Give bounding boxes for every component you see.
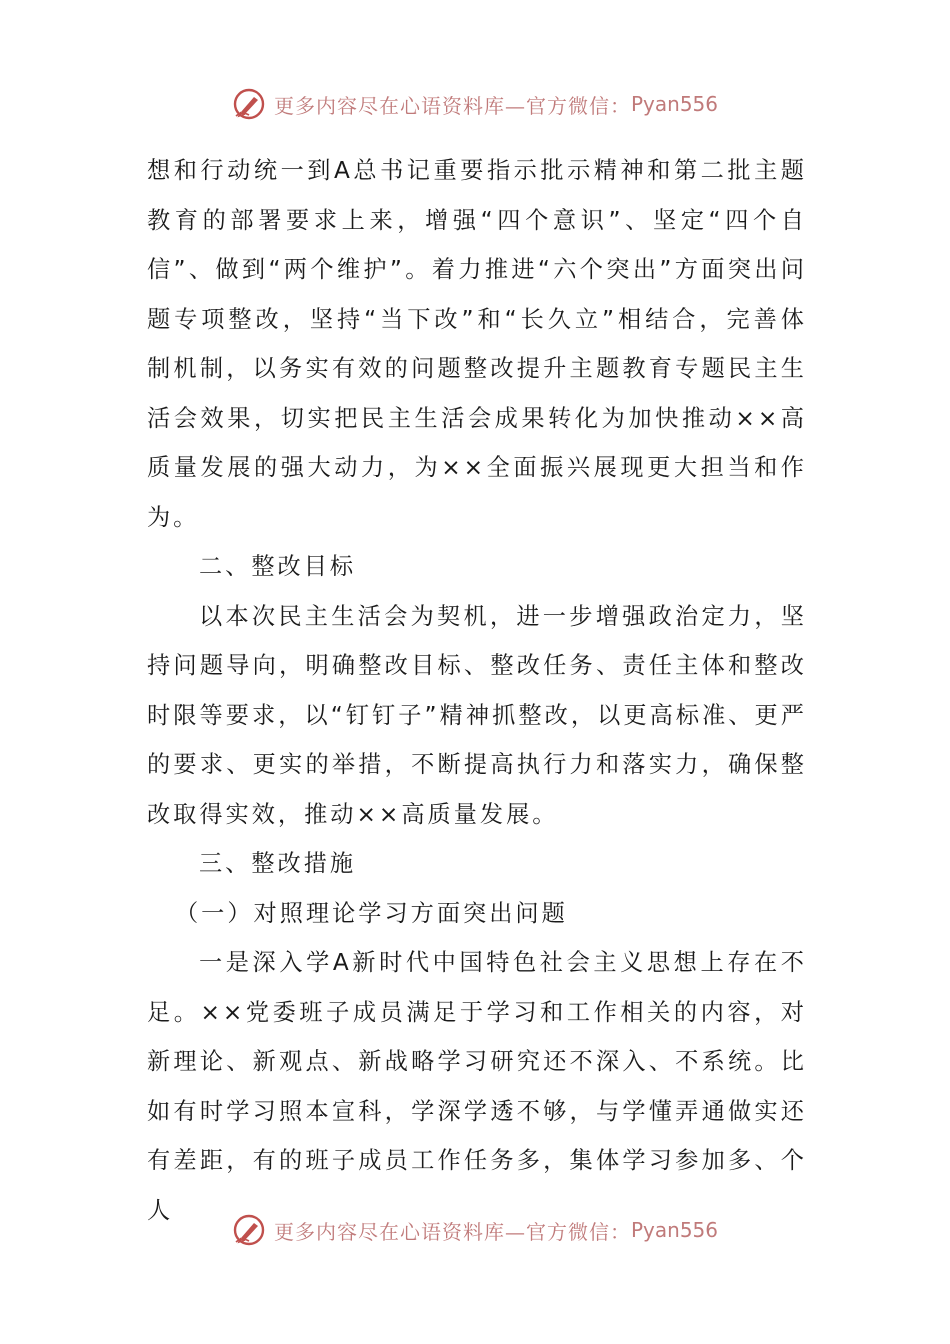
document-body — [147, 146, 807, 1235]
pen-logo-icon — [232, 87, 266, 121]
pen-logo-icon — [232, 1213, 266, 1247]
watermark-text: 更多内容尽在心语资料库—官方微信： — [273, 93, 631, 118]
section-heading-measures: 三、整改措施 — [199, 850, 357, 877]
subsection-heading-theory-study: （一）对照理论学习方面突出问题 — [175, 899, 568, 927]
watermark-banner-top — [0, 82, 950, 126]
watermark-wechat-id: Pyan556 — [630, 1218, 718, 1242]
paragraph-continuation: 想和行动统一到A总书记重要指示批示精神和第二批主题教育的部署要求上来，增强“四个意识”、坚定“四个自信”、做到“两个维护”。着力推进“六个突出”方面突出问题专项整改，坚持“当下改”和“长久立”相结合，完善体制机制，以务实有效的问题整改提升主题教育专题民主生活会效果，切实把民主生活会成果转化为加快推动××高质量发展的强大动力，为××全面振兴展现更大担当和作为。 — [147, 157, 807, 531]
section-heading-goals: 二、整改目标 — [199, 553, 357, 580]
paragraph-goals: 以本次民主生活会为契机，进一步增强政治定力，坚持问题导向，明确整改目标、整改任务、责任主体和整改时限等要求，以“钉钉子”精神抓整改，以更高标准、更严的要求、更实的举措，不断提高执行力和落实力，确保整改取得实效，推动××高质量发展。 — [147, 602, 807, 828]
watermark-wechat-id: Pyan556 — [630, 92, 718, 116]
watermark-text: 更多内容尽在心语资料库—官方微信： — [273, 1219, 631, 1244]
paragraph-theory-study: 一是深入学A新时代中国特色社会主义思想上存在不足。××党委班子成员满足于学习和工作相关的内容，对新理论、新观点、新战略学习研究还不深入、不系统。比如有时学习照本宣科，学深学透不够，与学懂弄通做实还有差距，有的班子成员工作任务多，集体学习参加多、个人 — [147, 949, 807, 1224]
watermark-banner-bottom — [0, 1208, 950, 1252]
